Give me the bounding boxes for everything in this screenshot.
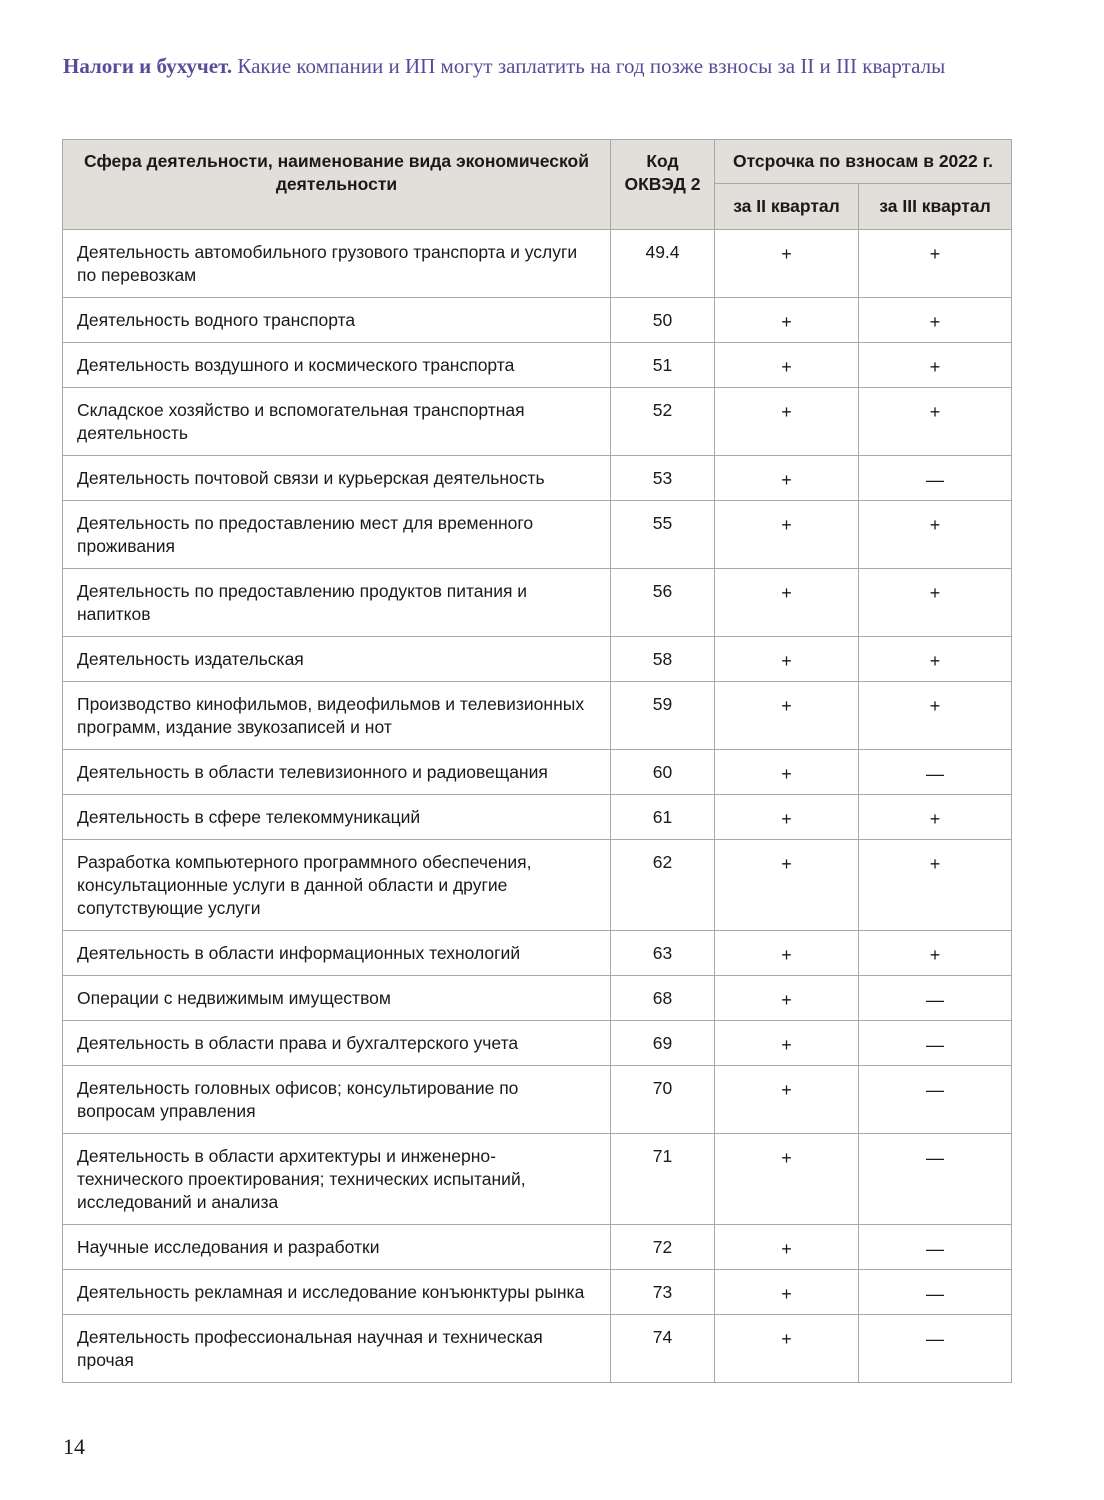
q3-deferral-cell: — (859, 1021, 1012, 1066)
activity-cell: Разработка компьютерного программного обеспечения, консультационные услуги в данной области и другие сопутствующие услуги (63, 840, 611, 931)
page-number: 14 (63, 1434, 85, 1459)
q2-deferral-cell: + (715, 230, 859, 298)
code-header-line2: ОКВЭД 2 (624, 174, 701, 194)
q3-deferral-cell: + (859, 343, 1012, 388)
activity-cell: Деятельность в области информационных технологий (63, 931, 611, 976)
okved-code-cell: 52 (611, 388, 715, 456)
table-body (63, 230, 1012, 1383)
okved-code-cell: 74 (611, 1315, 715, 1383)
q3-deferral-cell: + (859, 637, 1012, 682)
okved-code-cell: 72 (611, 1225, 715, 1270)
q2-deferral-cell: + (715, 1225, 859, 1270)
q2-deferral-cell: + (715, 637, 859, 682)
q3-deferral-cell: + (859, 230, 1012, 298)
q3-deferral-cell: — (859, 456, 1012, 501)
running-head (63, 54, 945, 79)
okved-code-cell: 56 (611, 569, 715, 637)
activity-cell: Деятельность издательская (63, 637, 611, 682)
activity-cell: Деятельность головных офисов; консультирование по вопросам управления (63, 1066, 611, 1134)
activity-cell: Деятельность автомобильного грузового транспорта и услуги по перевозкам (63, 230, 611, 298)
table-row (63, 1225, 1012, 1270)
table-row (63, 343, 1012, 388)
okved-code-cell: 51 (611, 343, 715, 388)
okved-code-cell: 59 (611, 682, 715, 750)
table-row (63, 637, 1012, 682)
activity-cell: Деятельность водного транспорта (63, 298, 611, 343)
table-row (63, 1066, 1012, 1134)
q2-deferral-cell: + (715, 1066, 859, 1134)
okved-code-cell: 62 (611, 840, 715, 931)
section-title: Налоги и бухучет. (63, 54, 233, 78)
q2-deferral-cell: + (715, 298, 859, 343)
activity-cell: Деятельность воздушного и космического транспорта (63, 343, 611, 388)
q3-deferral-cell: — (859, 976, 1012, 1021)
table-row (63, 456, 1012, 501)
q3-deferral-cell: + (859, 501, 1012, 569)
q3-deferral-cell: + (859, 931, 1012, 976)
q3-deferral-cell: + (859, 388, 1012, 456)
q2-deferral-cell: + (715, 1134, 859, 1225)
deferral-table (62, 139, 1012, 1383)
q2-deferral-cell: + (715, 388, 859, 456)
activity-cell: Деятельность в области архитектуры и инженерно-технического проектирования; технических испытаний, исследований и анализа (63, 1134, 611, 1225)
table-row (63, 1021, 1012, 1066)
q3-deferral-cell: — (859, 1270, 1012, 1315)
table-row (63, 569, 1012, 637)
table-row (63, 931, 1012, 976)
page-heading: Какие компании и ИП могут заплатить на год позже взносы за II и III кварталы (237, 54, 946, 78)
q3-deferral-cell: — (859, 750, 1012, 795)
table-row (63, 750, 1012, 795)
okved-code-cell: 50 (611, 298, 715, 343)
table-row (63, 840, 1012, 931)
code-header-line1: Код (646, 151, 679, 171)
q2-deferral-cell: + (715, 1270, 859, 1315)
activity-cell: Деятельность по предоставлению мест для временного проживания (63, 501, 611, 569)
q2-column-header: за II квартал (715, 184, 859, 230)
okved-code-cell: 71 (611, 1134, 715, 1225)
q2-deferral-cell: + (715, 931, 859, 976)
q3-deferral-cell: + (859, 795, 1012, 840)
q2-deferral-cell: + (715, 1315, 859, 1383)
table-row (63, 1270, 1012, 1315)
q3-deferral-cell: + (859, 298, 1012, 343)
q3-column-header: за III квартал (859, 184, 1012, 230)
table-row (63, 682, 1012, 750)
okved-code-cell: 73 (611, 1270, 715, 1315)
q2-deferral-cell: + (715, 750, 859, 795)
table-header-row (63, 140, 1012, 184)
okved-code-cell: 60 (611, 750, 715, 795)
okved-code-cell: 69 (611, 1021, 715, 1066)
table-row (63, 1134, 1012, 1225)
activity-cell: Деятельность рекламная и исследование конъюнктуры рынка (63, 1270, 611, 1315)
activity-cell: Деятельность по предоставлению продуктов питания и напитков (63, 569, 611, 637)
q2-deferral-cell: + (715, 795, 859, 840)
activity-column-header: Сфера деятельности, наименование вида экономической деятельности (63, 140, 611, 230)
table-row (63, 501, 1012, 569)
q2-deferral-cell: + (715, 343, 859, 388)
q2-deferral-cell: + (715, 569, 859, 637)
activity-cell: Деятельность в сфере телекоммуникаций (63, 795, 611, 840)
okved-code-cell: 49.4 (611, 230, 715, 298)
activity-cell: Операции с недвижимым имуществом (63, 976, 611, 1021)
table-row (63, 976, 1012, 1021)
q2-deferral-cell: + (715, 1021, 859, 1066)
table-row (63, 298, 1012, 343)
table-row (63, 795, 1012, 840)
q3-deferral-cell: + (859, 682, 1012, 750)
okved-code-cell: 61 (611, 795, 715, 840)
activity-cell: Деятельность в области телевизионного и радиовещания (63, 750, 611, 795)
activity-cell: Складское хозяйство и вспомогательная транспортная деятельность (63, 388, 611, 456)
table-row (63, 388, 1012, 456)
okved-code-cell: 53 (611, 456, 715, 501)
code-column-header (611, 140, 715, 230)
q2-deferral-cell: + (715, 840, 859, 931)
okved-code-cell: 68 (611, 976, 715, 1021)
deferral-column-header: Отсрочка по взносам в 2022 г. (715, 140, 1012, 184)
q3-deferral-cell: — (859, 1315, 1012, 1383)
okved-code-cell: 70 (611, 1066, 715, 1134)
activity-cell: Производство кинофильмов, видеофильмов и телевизионных программ, издание звукозаписей и нот (63, 682, 611, 750)
q3-deferral-cell: — (859, 1066, 1012, 1134)
activity-cell: Деятельность в области права и бухгалтерского учета (63, 1021, 611, 1066)
table-row (63, 230, 1012, 298)
q2-deferral-cell: + (715, 976, 859, 1021)
activity-cell: Деятельность профессиональная научная и техническая прочая (63, 1315, 611, 1383)
q3-deferral-cell: + (859, 569, 1012, 637)
q2-deferral-cell: + (715, 501, 859, 569)
okved-code-cell: 63 (611, 931, 715, 976)
q3-deferral-cell: — (859, 1134, 1012, 1225)
okved-code-cell: 55 (611, 501, 715, 569)
q3-deferral-cell: + (859, 840, 1012, 931)
q3-deferral-cell: — (859, 1225, 1012, 1270)
activity-cell: Научные исследования и разработки (63, 1225, 611, 1270)
q2-deferral-cell: + (715, 456, 859, 501)
table-row (63, 1315, 1012, 1383)
okved-code-cell: 58 (611, 637, 715, 682)
q2-deferral-cell: + (715, 682, 859, 750)
activity-cell: Деятельность почтовой связи и курьерская деятельность (63, 456, 611, 501)
